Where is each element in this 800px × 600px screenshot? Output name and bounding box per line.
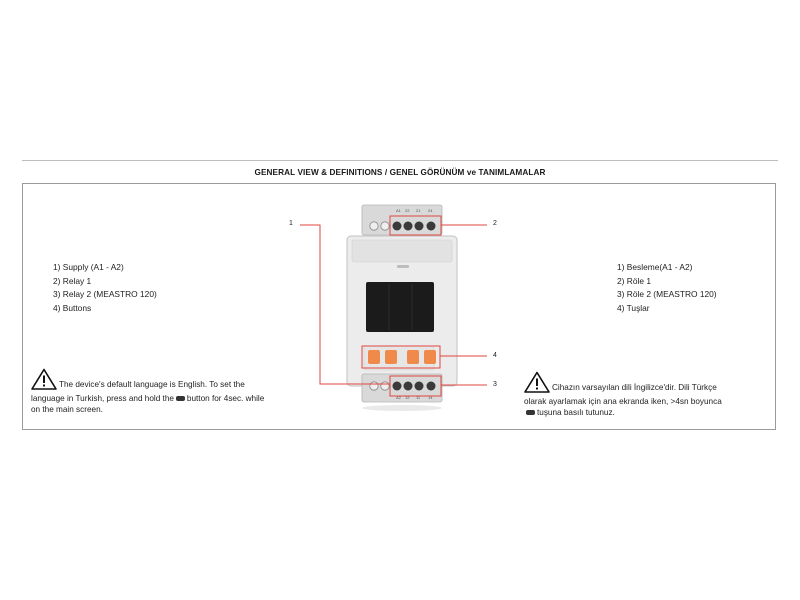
terminal-screw	[393, 222, 402, 231]
list-item: 2) Relay 1	[53, 275, 92, 286]
top-terminal-label-22: 22	[405, 208, 410, 213]
top-terminal-label-a1: A1	[396, 208, 401, 213]
bottom-terminal-label-12: 12	[405, 395, 410, 400]
top-terminal-label-21: 21	[416, 208, 421, 213]
housing-slot	[397, 265, 409, 268]
terminal-screw	[381, 382, 389, 390]
list-item: 4) Buttons	[53, 302, 92, 313]
note-text-en-part1: The device's default language is English. To set the language in Turkish, press and hold the	[31, 380, 245, 404]
page-title: GENERAL VIEW & DEFINITIONS / GENEL GÖRÜNÜM ve TANIMLAMALAR	[254, 168, 546, 177]
terminal-screw	[427, 382, 436, 391]
terminal-screw	[370, 222, 378, 230]
list-item: 2) Röle 1	[617, 275, 651, 286]
housing-top-ridge	[352, 240, 452, 262]
terminal-screw	[415, 382, 424, 391]
button-glyph-icon	[526, 410, 535, 415]
device-button	[407, 350, 419, 364]
language-note-tr	[524, 371, 729, 419]
callout-4: 4	[493, 352, 497, 359]
bottom-terminal-label-14: 14	[428, 395, 433, 400]
note-text-tr-part1: Cihazın varsayılan dili İngilizce'dir. Dili Türkçe olarak ayarlamak için ana ekranda iken, >4sn boyunca	[524, 383, 722, 407]
warning-icon	[524, 371, 550, 396]
bottom-terminal-label-11: 11	[416, 395, 421, 400]
device-display	[366, 282, 434, 332]
list-item: 4) Tuşlar	[617, 302, 650, 313]
device-button	[424, 350, 436, 364]
note-text-tr-part2: tuşuna basılı tutunuz.	[537, 408, 615, 418]
warning-icon	[31, 368, 57, 393]
callout-1: 1	[289, 220, 293, 227]
device-button	[385, 350, 397, 364]
note-text-en-part2: button for 4sec. while on the main screen.	[31, 394, 265, 415]
definitions-list-en	[53, 261, 157, 315]
terminal-screw	[381, 222, 389, 230]
top-terminal-label-24: 24	[428, 208, 433, 213]
device-button	[368, 350, 380, 364]
list-item: 3) Röle 2 (MEASTRO 120)	[617, 289, 717, 300]
terminal-screw	[404, 382, 413, 391]
bottom-terminal-label-a2: A2	[396, 395, 401, 400]
button-glyph-icon	[176, 396, 185, 401]
terminal-screw	[370, 382, 378, 390]
terminal-screw	[393, 382, 402, 391]
language-note-en	[31, 368, 271, 416]
callout-2: 2	[493, 220, 497, 227]
terminal-screw	[415, 222, 424, 231]
list-item: 1) Besleme(A1 - A2)	[617, 262, 693, 272]
callout-3: 3	[493, 381, 497, 388]
terminal-screw	[404, 222, 413, 231]
device-shadow	[362, 405, 442, 411]
definitions-list-tr	[617, 261, 717, 315]
list-item: 1) Supply (A1 - A2)	[53, 262, 124, 272]
terminal-screw	[427, 222, 436, 231]
list-item: 3) Relay 2 (MEASTRO 120)	[53, 289, 157, 300]
